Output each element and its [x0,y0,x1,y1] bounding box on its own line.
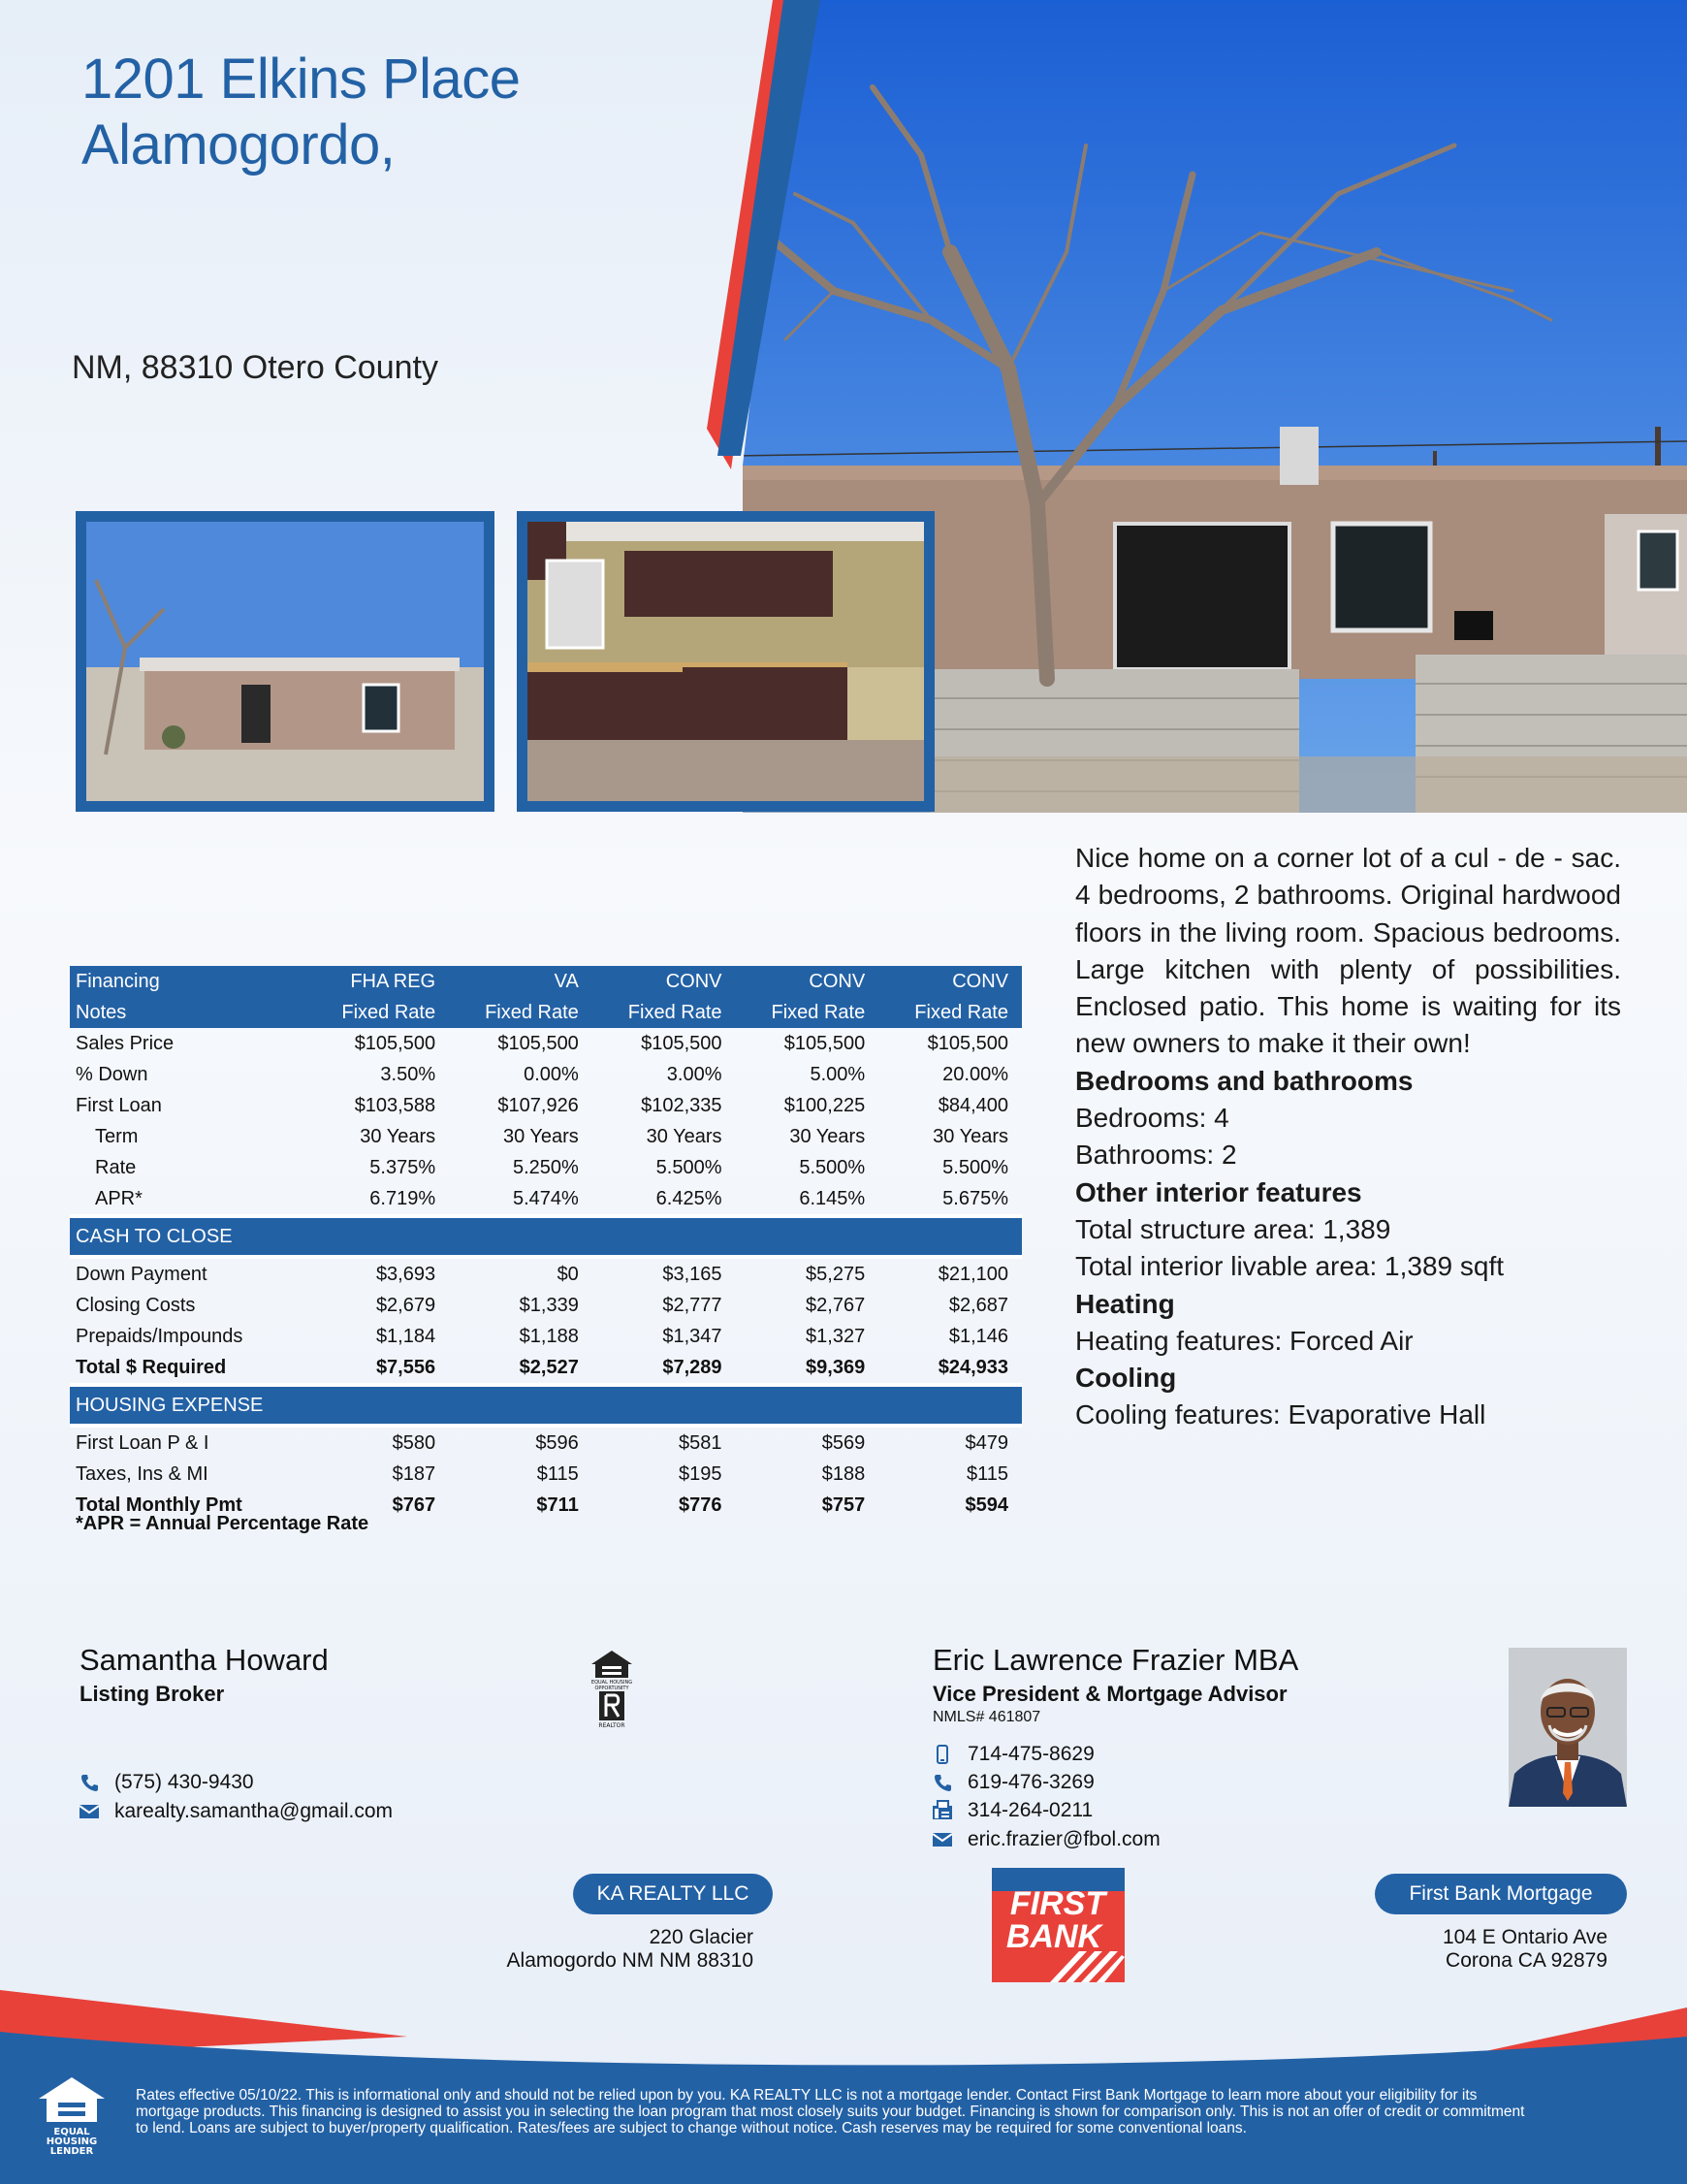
table-cell: $2,679 [375,1294,436,1316]
table-row [70,1290,1022,1321]
table-cell: 20.00% [942,1063,1008,1085]
broker-phone-line [78,1768,254,1796]
table-cell: $105,500 [354,1032,436,1054]
row-label: % Down [76,1063,148,1085]
table-cell: 5.500% [799,1156,866,1178]
description-intro: Nice home on a corner lot of a cul - de - sac. 4 bedrooms, 2 bathrooms. Original hardwood floors in the living room. Spacious bedrooms. Large kitchen with plenty of possibilities. Enclosed patio. This home is waiting for its new owners to make it their own! [1075,843,1621,1059]
table-cell: 30 Years [646,1125,722,1147]
table-cell: $105,500 [641,1032,722,1054]
heading-heating: Heating [1075,1288,1175,1319]
table-cell: $580 [392,1431,436,1454]
section-cash-to-close [70,1216,1022,1257]
table-cell: $188 [821,1462,866,1485]
table-cell: $24,933 [938,1356,1008,1378]
table-cell: $757 [821,1493,866,1516]
broker-email-line [78,1797,393,1825]
table-cell: $1,347 [662,1325,722,1347]
table-cell: 5.500% [942,1156,1008,1178]
table-cell: 30 Years [789,1125,866,1147]
table-cell: $776 [679,1493,722,1516]
table-cell: CONV [878,966,1022,997]
table-cell: CONV [592,966,736,997]
property-description [1075,840,1621,1434]
property-title: 1201 Elkins Place Alamogordo, [81,48,521,177]
livable-area: Total interior livable area: 1,389 sqft [1075,1251,1505,1282]
table-cell: $1,339 [519,1294,579,1316]
table-cell: $569 [821,1431,866,1454]
row-label: Sales Price [76,1032,175,1054]
row-label: Down Payment [76,1263,207,1285]
table-cell: $115 [536,1462,579,1485]
advisor-phone-line [931,1768,1095,1796]
table-row-total-required [70,1352,1022,1385]
table-cell: 3.50% [380,1063,436,1085]
heading-cooling: Cooling [1075,1363,1177,1394]
table-cell: $7,556 [375,1356,436,1378]
table-cell: Fixed Rate [305,997,449,1028]
row-label: Total Monthly Pmt [76,1493,242,1516]
table-cell: 5.474% [512,1187,579,1209]
table-cell: $100,225 [783,1094,866,1116]
kitchen-thumbnail [517,511,935,812]
table-cell: $107,926 [497,1094,579,1116]
table-row [70,1321,1022,1352]
table-cell: $594 [965,1493,1008,1516]
table-cell: VA [449,966,592,997]
table-row [70,1183,1022,1216]
table-cell: $102,335 [641,1094,722,1116]
table-row [70,1090,1022,1121]
table-cell: $103,588 [354,1094,436,1116]
table-cell: $105,500 [783,1032,866,1054]
table-cell: $581 [679,1431,722,1454]
apr-note: *APR = Annual Percentage Rate [76,1513,369,1534]
table-cell: Fixed Rate [592,997,736,1028]
table-cell: $105,500 [927,1032,1008,1054]
svg-text:BANK: BANK [1005,1918,1102,1955]
table-cell: $0 [557,1263,579,1285]
table-cell: 5.375% [369,1156,436,1178]
advisor-email[interactable]: eric.frazier@fbol.com [968,1827,1161,1850]
mail-icon [78,1800,101,1823]
table-header-notes [70,997,1022,1028]
table-cell: $1,184 [375,1325,436,1347]
phone-icon [931,1771,954,1794]
table-cell: $7,289 [662,1356,722,1378]
equal-housing-lender-logo: EQUAL HOUSING LENDER [35,2075,109,2157]
table-cell: 5.675% [942,1187,1008,1209]
bathrooms-count: Bathrooms: 2 [1075,1140,1237,1171]
broker-company-pill: KA REALTY LLC [573,1874,773,1914]
table-cell: 5.250% [512,1156,579,1178]
table-cell: 30 Years [502,1125,579,1147]
table-cell: $767 [392,1493,436,1516]
row-label: Taxes, Ins & MI [76,1462,208,1485]
table-cell: FHA REG [305,966,449,997]
table-cell: Fixed Rate [878,997,1022,1028]
row-label: Total $ Required [76,1356,227,1378]
section-label: CASH TO CLOSE [70,1216,1022,1257]
table-cell: $105,500 [497,1032,579,1054]
mobile-icon [931,1743,954,1766]
property-location: NM, 88310 Otero County [72,349,438,386]
table-row [70,1121,1022,1152]
cooling-features: Cooling features: Evaporative Hall [1075,1399,1486,1430]
table-cell: $711 [536,1493,579,1516]
heading-interior: Other interior features [1075,1176,1362,1207]
table-cell: Fixed Rate [449,997,592,1028]
phone-icon [78,1771,101,1794]
table-cell: Fixed Rate [736,997,879,1028]
section-label: HOUSING EXPENSE [70,1385,1022,1426]
equal-housing-opportunity-logo: EQUAL HOUSING OPPORTUNITY REALTOR [588,1649,636,1730]
table-cell: CONV [736,966,879,997]
table-cell: 5.00% [810,1063,866,1085]
table-cell: $115 [966,1462,1008,1485]
broker-email[interactable]: karealty.samantha@gmail.com [114,1799,394,1822]
advisor-mobile[interactable]: 714-475-8629 [968,1742,1095,1765]
table-cell: $3,693 [375,1263,436,1285]
broker-role: Listing Broker [80,1682,225,1706]
table-cell: 30 Years [933,1125,1008,1147]
row-label: Term [95,1125,139,1147]
fax-icon [931,1799,954,1822]
table-header-financing [70,966,1022,997]
table-cell: $21,100 [938,1263,1008,1285]
heating-features: Heating features: Forced Air [1075,1325,1414,1356]
advisor-name: Eric Lawrence Frazier MBA [933,1643,1299,1677]
table-cell: $5,275 [806,1263,866,1285]
table-cell: $1,188 [519,1325,579,1347]
broker-address: 220 Glacier Alamogordo NM NM 88310 [506,1926,753,1972]
advisor-nmls: NMLS# 461807 [933,1709,1041,1725]
row-label: Notes [70,997,305,1028]
table-cell: 30 Years [360,1125,436,1147]
table-row [70,1059,1022,1090]
table-cell: $84,400 [938,1094,1008,1116]
structure-area: Total structure area: 1,389 [1075,1213,1391,1244]
row-label: APR* [95,1187,143,1209]
table-cell: 6.145% [799,1187,866,1209]
table-cell: $479 [965,1431,1008,1454]
table-row [70,1426,1022,1459]
advisor-email-line [931,1825,1161,1853]
exterior-thumbnail [76,511,494,812]
table-row [70,1257,1022,1290]
table-cell: $3,165 [662,1263,722,1285]
advisor-fax-line [931,1796,1093,1824]
broker-phone[interactable]: (575) 430-9430 [114,1770,254,1793]
mail-icon [931,1828,954,1851]
section-housing-expense [70,1385,1022,1426]
disclaimer-text: Rates effective 05/10/22. This is informational only and should not be relied upon by you. KA REALTY LLC is not a mortgage lender. Contact First Bank Mortgage to learn more about your eligibility for its mortgage products. This financing is designed to assist you in selecting the loan program that most closely suits your budget. Financing is shown for comparison only. This is not an offer of credit or commitment to lend. Loans are subject to buyer/property qualification. Rates/fees are subject to change without notice. Cash reserves may be required for some conventional loans. [136,2087,1525,2136]
advisor-photo [1509,1648,1627,1807]
row-label: First Loan P & I [76,1431,209,1454]
table-cell: 5.500% [655,1156,722,1178]
table-cell: $2,687 [948,1294,1008,1316]
table-cell: $187 [392,1462,436,1485]
footer-band [0,1978,1687,2184]
table-cell: $1,146 [948,1325,1008,1347]
table-cell: 3.00% [666,1063,722,1085]
advisor-mobile-line [931,1740,1095,1768]
advisor-phone[interactable]: 619-476-3269 [968,1770,1095,1793]
row-label: Rate [95,1156,137,1178]
broker-name: Samantha Howard [80,1643,329,1677]
bedrooms-count: Bedrooms: 4 [1075,1103,1229,1134]
table-cell: $1,327 [806,1325,866,1347]
advisor-role: Vice President & Mortgage Advisor [933,1682,1288,1706]
table-cell: $9,369 [806,1356,866,1378]
table-cell: $2,777 [662,1294,722,1316]
table-cell: $2,767 [806,1294,866,1316]
row-label: Financing [70,966,305,997]
table-cell: 6.719% [369,1187,436,1209]
row-label: Closing Costs [76,1294,196,1316]
table-cell: $195 [679,1462,722,1485]
row-label: First Loan [76,1094,162,1116]
advisor-address: 104 E Ontario Ave Corona CA 92879 [1442,1926,1607,1972]
advisor-company-pill: First Bank Mortgage [1375,1874,1627,1914]
advisor-fax[interactable]: 314-264-0211 [968,1798,1094,1821]
table-cell: $596 [535,1431,579,1454]
table-cell: 0.00% [524,1063,579,1085]
first-bank-logo [992,1868,1125,1982]
financing-table [70,966,1022,1521]
row-label: Prepaids/Impounds [76,1325,243,1347]
heading-bedrooms: Bedrooms and bathrooms [1075,1065,1414,1096]
table-row [70,1028,1022,1059]
svg-text:FIRST: FIRST [1009,1885,1106,1922]
table-cell: $2,527 [519,1356,579,1378]
table-row [70,1459,1022,1490]
table-row [70,1152,1022,1183]
table-cell: 6.425% [655,1187,722,1209]
